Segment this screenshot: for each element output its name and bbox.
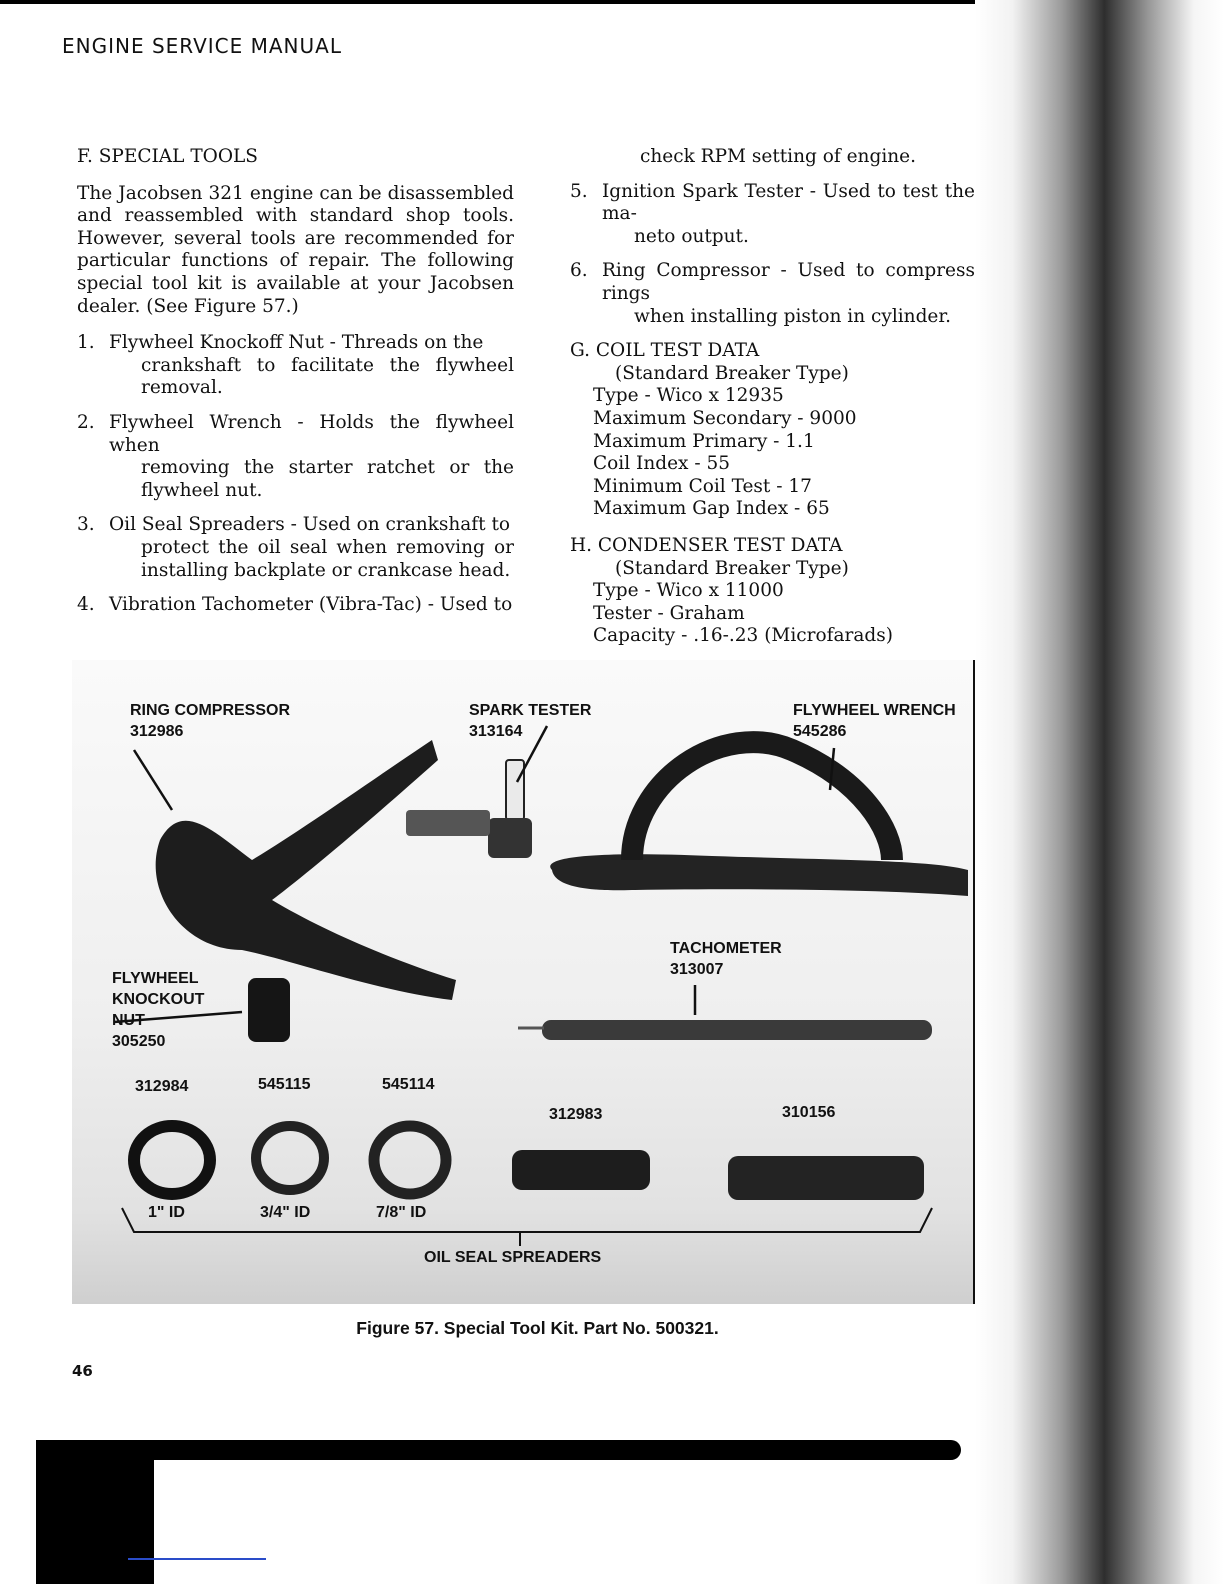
item-number: 4. [77,594,95,616]
knockout-nut-line: NUT [112,1012,145,1029]
list-item [77,594,514,617]
spreader-part: 310156 [782,1104,836,1121]
tachometer-label [670,938,782,980]
item-text-cont: when installing piston in cylinder. [634,305,952,327]
ring-compressor-icon [156,740,456,1000]
coil-test-data [570,340,975,521]
knockout-nut-label [112,968,204,1052]
spreader-2-icon [256,1126,324,1190]
flywheel-wrench-part: 545286 [793,723,847,740]
knockout-nut-icon [248,978,290,1042]
spreaders-bracket [122,1208,932,1232]
tachometer-icon [542,1020,932,1040]
coil-line: Maximum Primary - 1.1 [593,430,815,452]
flywheel-wrench-label [793,700,956,742]
page-number: 46 [72,1362,93,1380]
coil-line: Maximum Secondary - 9000 [593,407,857,429]
figure-caption: Figure 57. Special Tool Kit. Part No. 500321. [356,1318,719,1338]
item-4-continuation: check RPM setting of engine. [640,146,916,167]
item-text-cont: protect the oil seal when removing or installing backplate or crankcase head. [141,536,514,581]
right-column [570,146,975,662]
tachometer-part: 313007 [670,961,724,978]
spark-plug-icon [506,760,524,820]
spark-tester-part: 313164 [469,723,523,740]
item-text: Flywheel Knockoff Nut - Threads on the [109,332,484,354]
page-edge-shadow [975,0,1224,1584]
spreader-part: 545114 [382,1076,435,1093]
section-f-title: F. SPECIAL TOOLS [77,146,258,167]
list-item [570,260,975,328]
flywheel-wrench-name: FLYWHEEL WRENCH [793,702,956,719]
condenser-line: Capacity - .16-.23 (Microfarads) [593,625,893,647]
spark-clip [406,810,490,836]
condenser-test-data [570,535,975,648]
spreader-size: 3/4" ID [260,1204,311,1221]
list-item [77,412,514,502]
item-number: 3. [77,514,95,536]
item-text: Vibration Tachometer (Vibra-Tac) - Used to [109,594,513,616]
bottom-accent-line [128,1558,266,1560]
spark-plug-body [488,818,532,858]
list-item [77,514,514,582]
top-border [0,0,975,4]
spreader-part: 312983 [549,1106,603,1123]
spreader-5-icon [728,1156,924,1200]
item-number: 2. [77,411,95,433]
item-text: Ring Compressor - Used to compress rings [602,260,975,304]
spreader-size: 1" ID [148,1204,185,1221]
coil-subtitle: (Standard Breaker Type) [615,362,849,384]
item-text: Flywheel Wrench - Holds the flywheel when [109,411,514,456]
condenser-title: H. CONDENSER TEST DATA [570,534,843,556]
spreader-1-icon [134,1126,210,1194]
item-text: Ignition Spark Tester - Used to test the ma- [602,180,975,225]
ring-compressor-name: RING COMPRESSOR [130,702,291,719]
condenser-line: Tester - Graham [593,602,745,624]
manual-header: ENGINE SERVICE MANUAL [62,34,342,58]
spreader-size: 7/8" ID [376,1204,427,1221]
condenser-subtitle: (Standard Breaker Type) [615,557,849,579]
wrench-strap [632,742,892,860]
tool-kit-photo [72,660,975,1304]
spark-tester-name: SPARK TESTER [469,702,592,719]
item-number: 5. [570,180,588,202]
item-number: 1. [77,332,95,354]
bottom-corner-block [36,1440,154,1584]
list-item [77,332,514,400]
ring-compressor-part: 312986 [130,723,184,740]
coil-line: Coil Index - 55 [593,453,731,475]
bottom-border [36,1440,961,1460]
flywheel-wrench-icon [550,854,968,896]
spreader-part: 312984 [135,1078,189,1095]
knockout-nut-line: FLYWHEEL [112,970,199,987]
item-text-cont: crankshaft to facilitate the flywheel removal. [141,354,514,399]
left-column [77,146,514,629]
knockout-nut-line: KNOCKOUT [112,991,205,1008]
spark-tester-label [469,700,591,742]
coil-title: G. COIL TEST DATA [570,340,760,362]
list-item [570,181,975,249]
ring-compressor-label [130,700,290,742]
coil-line: Maximum Gap Index - 65 [593,498,830,520]
tachometer-name: TACHOMETER [670,940,782,957]
ring-leader-line [134,750,172,810]
intro-paragraph: The Jacobsen 321 engine can be disassembled and reassembled with standard shop tools. However, several tools are recommended for particular functions of repair. The following special tool kit is available at your Jacobsen dealer. (See Figure 57.) [77,182,514,317]
item-text: Oil Seal Spreaders - Used on crankshaft to [109,514,511,536]
item-number: 6. [570,260,588,282]
item-text-cont: neto output. [634,225,749,247]
item-text-cont: removing the starter ratchet or the flywheel nut. [141,457,514,501]
condenser-line: Type - Wico x 11000 [593,580,784,602]
coil-line: Minimum Coil Test - 17 [593,475,812,497]
spreader-4-icon [512,1150,650,1190]
spreader-part: 545115 [258,1076,311,1093]
oil-seal-spreaders-label: OIL SEAL SPREADERS [424,1249,602,1266]
spreader-3-icon [374,1126,446,1194]
knockout-nut-part: 305250 [112,1033,166,1050]
coil-line: Type - Wico x 12935 [593,385,784,407]
tool-kit-figure [72,660,975,1304]
